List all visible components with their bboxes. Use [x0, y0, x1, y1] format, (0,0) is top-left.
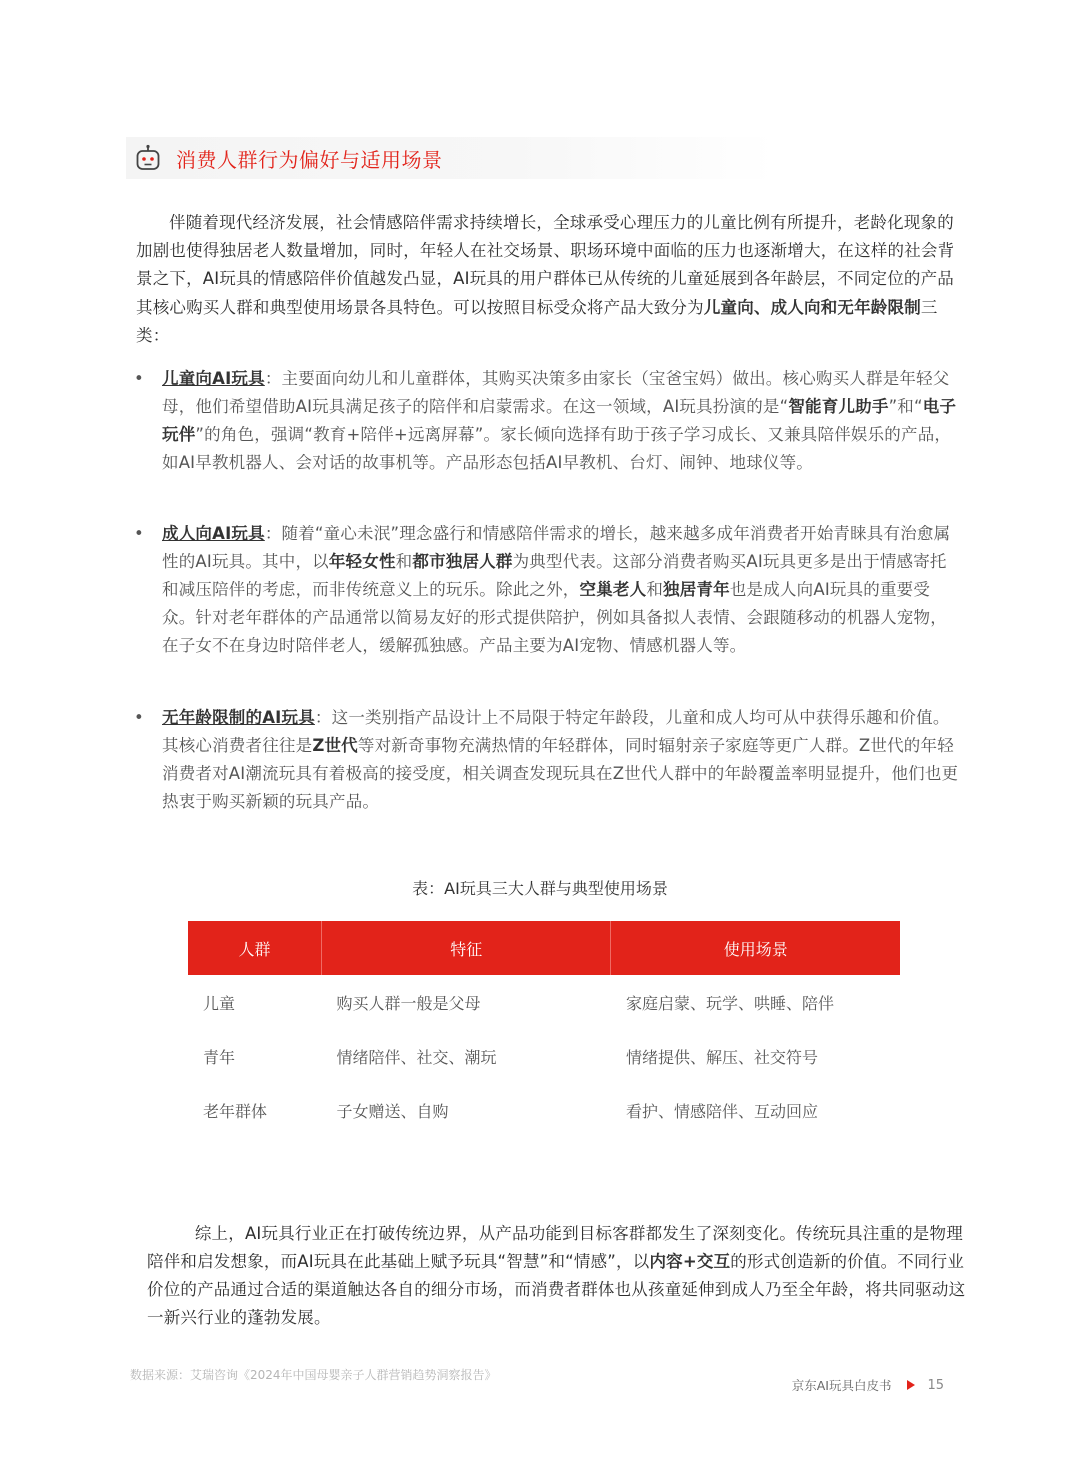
table-header: 人群	[188, 921, 321, 975]
bullet-text: 和	[646, 580, 664, 599]
audience-table	[188, 921, 900, 1137]
play-triangle-icon	[907, 1380, 915, 1390]
section-title: 消费人群行为偏好与适用场景	[176, 147, 443, 172]
summary-highlight: 内容+交互	[649, 1252, 731, 1271]
bullet-text: ：这一类别指产品设计上不局限于特定年龄段，儿童和成人均可从中获得乐趣和价值。其核心消费者往往是	[162, 708, 950, 755]
bullet-text: ：随着“童心未泯”理念盛行和情感陪伴需求的增长，越来越多成年消费者开始青睐具有治愈属性的AI玩具。其中，以	[162, 524, 951, 571]
summary-paragraph	[147, 1220, 977, 1332]
bullet-text: ”和“	[888, 397, 923, 416]
page-footer	[792, 1376, 944, 1394]
bullet-highlight: 都市独居人群	[412, 552, 513, 571]
robot-icon	[134, 144, 162, 172]
document-title: 京东AI玩具白皮书	[791, 1378, 892, 1393]
table-cell: 老年群体	[203, 1101, 268, 1121]
intro-tail: 三类：	[136, 297, 938, 345]
bullet-highlight: 智能育儿助手	[788, 397, 889, 416]
table-cell: 青年	[203, 1047, 236, 1067]
bullet-children	[134, 365, 962, 477]
table-cell: 家庭启蒙、玩学、哄睡、陪伴	[625, 993, 834, 1013]
bullet-term: 儿童向AI玩具	[162, 369, 265, 388]
bullet-dot: •	[134, 524, 144, 543]
page-number: 15	[927, 1377, 944, 1393]
bullet-text: ”的角色，强调“教育+陪伴+远离屏幕”。家长倾向选择有助于孩子学习成长、又兼具陪伴娱乐的产品，如AI早教机器人、会对话的故事机等。产品形态包括AI早教机、台灯、闹钟、地球仪等。	[162, 425, 952, 472]
bullet-ageless	[134, 704, 962, 816]
table-row	[188, 975, 900, 1029]
bullet-adults	[134, 520, 962, 660]
table-row	[188, 1083, 900, 1137]
intro-highlight: 儿童向、成人向和无年龄限制	[703, 297, 921, 317]
bullet-dot: •	[134, 369, 144, 388]
table-cell: 情绪陪伴、社交、潮玩	[336, 1047, 497, 1067]
table-header: 使用场景	[611, 921, 900, 975]
bullet-highlight: Z世代	[312, 736, 358, 755]
table-header-row	[188, 921, 900, 975]
table-cell: 购买人群一般是父母	[336, 993, 481, 1013]
table-cell: 子女赠送、自购	[336, 1101, 449, 1121]
bullet-highlight: 空巢老人	[579, 580, 647, 599]
bullet-text: 也是成人向AI玩具的重要受众。针对老年群体的产品通常以简易友好的形式提供陪护，例如具备拟人表情、会跟随移动的机器人宠物，在子女不在身边时陪伴老人，缓解孤独感。产品主要为AI宠物、情感机器人等。	[162, 580, 947, 655]
data-source-note: 数据来源：艾瑞咨询《2024年中国母婴亲子人群营销趋势洞察报告》	[130, 1368, 497, 1382]
bullet-highlight: 电子玩伴	[162, 397, 957, 444]
intro-text: 伴随着现代经济发展，社会情感陪伴需求持续增长，全球承受心理压力的儿童比例有所提升，老龄化现象的加剧也使得独居老人数量增加，同时，年轻人在社交场景、职场环境中面临的压力也逐渐增大，在这样的社会背景之下，AI玩具的情感陪伴价值越发凸显，AI玩具的用户群体已从传统的儿童延展到各年龄层，不同定位的产品其核心购买人群和典型使用场景各具特色。可以按照目标受众将产品大致分为	[136, 213, 955, 317]
bullet-text: 和	[395, 552, 413, 571]
table-cell: 看护、情感陪伴、互动回应	[625, 1101, 818, 1121]
table-cell: 情绪提供、解压、社交符号	[625, 1047, 818, 1067]
bullet-term: 无年龄限制的AI玩具	[162, 708, 315, 727]
table-header: 特征	[321, 921, 611, 975]
bullet-text: 等对新奇事物充满热情的年轻群体，同时辐射亲子家庭等更广人群。Z世代的年轻消费者对AI潮流玩具有着极高的接受度，相关调查发现玩具在Z世代人群中的年龄覆盖率明显提升，他们也更热衷于购买新颖的玩具产品。	[162, 736, 959, 811]
table-row	[188, 1029, 900, 1083]
bullet-highlight: 独居青年	[663, 580, 730, 599]
table-cell: 儿童	[203, 993, 236, 1013]
intro-paragraph	[136, 209, 966, 350]
bullet-highlight: 年轻女性	[328, 552, 396, 571]
bullet-term: 成人向AI玩具	[162, 524, 265, 543]
summary-text: 综上，AI玩具行业正在打破传统边界，从产品功能到目标客群都发生了深刻变化。传统玩具注重的是物理陪伴和启发想象，而AI玩具在此基础上赋予玩具“智慧”和“情感”，以	[147, 1224, 963, 1271]
bullet-dot: •	[134, 708, 144, 727]
table-caption: 表：AI玩具三大人群与典型使用场景	[412, 879, 668, 898]
section-header	[126, 137, 776, 179]
bullet-text: ：主要面向幼儿和儿童群体，其购买决策多由家长（宝爸宝妈）做出。核心购买人群是年轻父母，他们希望借助AI玩具满足孩子的陪伴和启蒙需求。在这一领域，AI玩具扮演的是“	[162, 369, 950, 416]
summary-text: 的形式创造新的价值。不同行业价位的产品通过合适的渠道触达各自的细分市场，而消费者群体也从孩童延伸到成人乃至全年龄，将共同驱动这一新兴行业的蓬勃发展。	[147, 1252, 966, 1327]
bullet-text: 为典型代表。这部分消费者购买AI玩具更多是出于情感寄托和减压陪伴的考虑，而非传统意义上的玩乐。除此之外，	[162, 552, 947, 599]
